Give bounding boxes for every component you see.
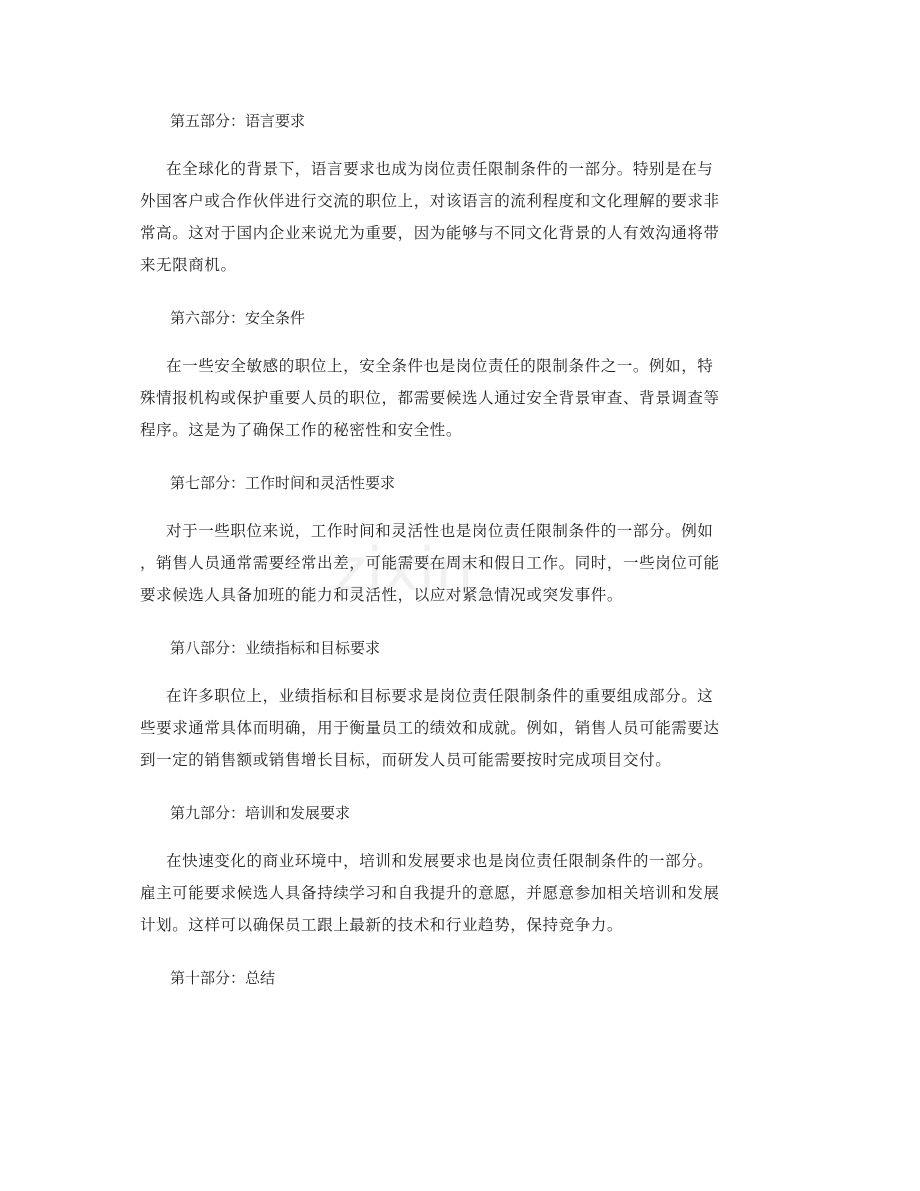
section-paragraph [140, 680, 750, 776]
paragraph-line: 在许多职位上，业绩指标和目标要求是岗位责任限制条件的重要组成部分。这 [166, 687, 714, 705]
section-heading: 第六部分：安全条件 [170, 309, 306, 327]
paragraph-line: 殊情报机构或保护重要人员的职位，都需要候选人通过安全背景审查、背景调查等 [140, 389, 720, 407]
document-body [140, 101, 750, 1010]
section-paragraph [140, 350, 750, 446]
section-paragraph [140, 845, 750, 941]
section-paragraph [140, 515, 750, 611]
paragraph-line: 来无限商机。 [140, 256, 237, 274]
paragraph-line: 些要求通常具体而明确，用于衡量员工的绩效和成就。例如，销售人员可能需要达 [140, 719, 720, 737]
paragraph-line: 到一定的销售额或销售增长目标，而研发人员可能需要按时完成项目交付。 [140, 751, 672, 769]
section-heading: 第七部分：工作时间和灵活性要求 [170, 474, 396, 492]
section-heading: 第五部分：语言要求 [170, 112, 306, 130]
paragraph-line: 计划。这样可以确保员工跟上最新的技术和行业趋势，保持竞争力。 [140, 916, 624, 934]
paragraph-line: 程序。这是为了确保工作的秘密性和安全性。 [140, 421, 463, 439]
paragraph-line: 对于一些职位来说，工作时间和灵活性也是岗位责任限制条件的一部分。例如 [166, 522, 714, 540]
paragraph-line: 外国客户或合作伙伴进行交流的职位上，对该语言的流利程度和文化理解的要求非 [140, 192, 720, 210]
paragraph-line: 在快速变化的商业环境中，培训和发展要求也是岗位责任限制条件的一部分。 [166, 852, 714, 870]
paragraph-line: 要求候选人具备加班的能力和灵活性，以应对紧急情况或突发事件。 [140, 586, 624, 604]
paragraph-line: 常高。这对于国内企业来说尤为重要，因为能够与不同文化背景的人有效沟通将带 [140, 224, 720, 242]
paragraph-line: 在全球化的背景下，语言要求也成为岗位责任限制条件的一部分。特别是在与 [166, 160, 714, 178]
watermark-text: zixin [335, 535, 474, 605]
section-heading: 第九部分：培训和发展要求 [170, 804, 351, 822]
paragraph-line: 雇主可能要求候选人具备持续学习和自我提升的意愿，并愿意参加相关培训和发展 [140, 884, 720, 902]
section-paragraph [140, 153, 750, 281]
paragraph-line: 在一些安全敏感的职位上，安全条件也是岗位责任的限制条件之一。例如，特 [166, 357, 714, 375]
paragraph-line: ，销售人员通常需要经常出差，可能需要在周末和假日工作。同时，一些岗位可能 [140, 554, 720, 572]
section-heading: 第八部分：业绩指标和目标要求 [170, 639, 381, 657]
section-heading: 第十部分：总结 [170, 969, 276, 987]
